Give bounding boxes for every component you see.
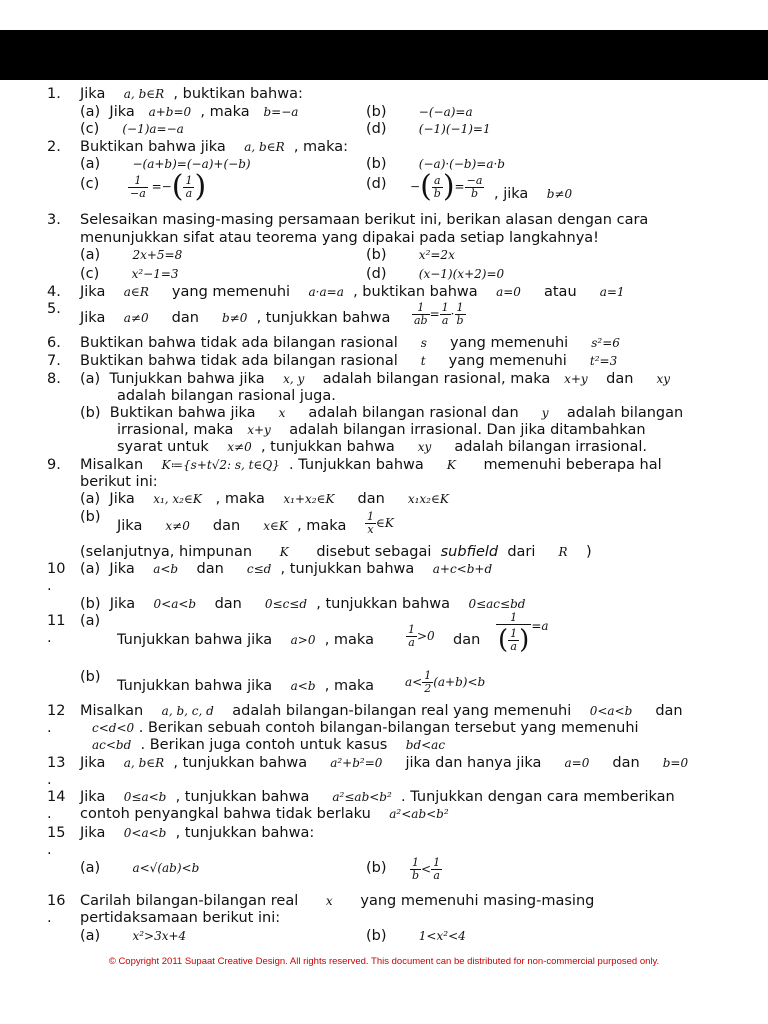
math: x₁+x₂∈K: [283, 492, 335, 506]
math: y: [541, 406, 549, 420]
math: a, b∈R: [123, 756, 165, 770]
part-label: (a): [80, 156, 101, 172]
text: Buktikan bahwa jika: [109, 405, 256, 421]
math: x²=2x: [418, 248, 455, 262]
math: a, b∈R: [123, 87, 165, 101]
problem-14: [47, 789, 65, 806]
fraction: $\frac{1}{a}$: [433, 856, 441, 882]
math: K: [279, 545, 289, 559]
problem-12-dot: .: [47, 720, 52, 736]
part-label: (a): [80, 104, 101, 120]
text: . Tunjukkan bahwa: [289, 457, 424, 473]
header-bar: [0, 30, 768, 80]
part-label: (d): [366, 266, 387, 282]
text: yang memenuhi masing-masing: [360, 893, 595, 909]
text: syarat untuk: [117, 439, 209, 455]
problem-1-stem: [80, 86, 303, 103]
problem-7: [47, 353, 61, 370]
problem-1d: [366, 121, 491, 138]
problem-9-note: [80, 544, 592, 561]
part-label: (b): [366, 156, 387, 172]
copyright-footer: © Copyright 2011 Supaat Creative Design. All rights reserved. This document can be distributed for non-commercial purposed only.: [108, 956, 660, 967]
text: adalah bilangan rasional, maka: [322, 371, 551, 387]
math: K≔{s+t√2: s, t∈Q}: [161, 458, 280, 472]
problem-12: [47, 703, 65, 720]
math: bd<ac: [405, 738, 446, 752]
math: b≠0: [222, 311, 248, 325]
text: Tunjukkan bahwa jika: [117, 632, 273, 648]
text: yang memenuhi: [171, 284, 291, 300]
problem-1b: [366, 104, 473, 121]
text: adalah bilangan: [566, 405, 684, 421]
math: a·a=a: [308, 285, 344, 299]
problem-8a: [80, 371, 670, 388]
text: Jika: [80, 284, 106, 300]
text: yang memenuhi: [450, 335, 569, 351]
problem-15b-expr: $\frac{1}{b}$ < $\frac{1}{a}$: [412, 856, 441, 882]
problem-4: [47, 284, 61, 301]
text: jika dan hanya jika: [405, 755, 542, 771]
part-label: (a): [80, 561, 101, 577]
math: t: [420, 354, 426, 368]
math: 0<a<b: [153, 597, 197, 611]
math: 0≤c≤d: [264, 597, 308, 611]
text: Jika: [80, 86, 106, 102]
problem-11: [47, 613, 65, 630]
math: a<√(ab)<b: [132, 861, 200, 875]
problem-number: 15: [47, 825, 66, 841]
problem-8b: [80, 405, 683, 422]
problem-5: [47, 301, 61, 318]
text: Jika: [80, 789, 106, 805]
math: a, b∈R: [244, 140, 285, 154]
text: , tunjukkan bahwa:: [175, 825, 315, 841]
problem-15-dot: .: [47, 842, 52, 858]
math: xy: [656, 372, 671, 386]
math: (x−1)(x+2)=0: [418, 267, 505, 281]
text: , maka: [297, 518, 347, 534]
math: a+b=0: [148, 105, 192, 119]
problem-2: [47, 139, 61, 156]
text: . Berikan juga contoh untuk kasus: [140, 737, 388, 753]
problem-9b-expr: $\frac{1}{x}$ ∈K: [367, 510, 394, 536]
problem-11b: [117, 678, 374, 695]
problem-3-line2: menunjukkan sifat atau teorema yang dipakai pada setiap langkahnya!: [80, 230, 599, 246]
problem-9a: [80, 491, 449, 508]
text: (selanjutnya, himpunan: [80, 544, 253, 560]
math: 1<x²<4: [418, 929, 466, 943]
problem-11b-expr: a< $\frac{1}{2}$ (a+b)<b: [405, 669, 486, 695]
text: memenuhi beberapa hal: [483, 457, 662, 473]
math: x²−1=3: [131, 267, 179, 281]
text: dan: [196, 561, 224, 577]
text: irrasional, maka: [117, 422, 234, 438]
problem-10-dot: .: [47, 578, 52, 594]
math: a²<ab<b²: [389, 807, 449, 821]
problem-15: [47, 825, 65, 842]
math: −(−a)=a: [418, 105, 473, 119]
problem-11a-and: dan: [453, 632, 481, 648]
text: dan: [612, 755, 640, 771]
text: dan: [214, 596, 242, 612]
problem-number: 7.: [47, 353, 61, 369]
math: =−: [151, 179, 172, 194]
problem-9-stem: [80, 457, 662, 474]
math: x≠0: [227, 440, 252, 454]
problem-number: 8.: [47, 371, 61, 387]
text: , tunjukkan bahwa: [316, 596, 451, 612]
part-label: (b): [366, 247, 387, 263]
part-label: (b): [366, 860, 387, 876]
text: dan: [212, 518, 241, 534]
math: a>0: [290, 633, 316, 647]
part-label: (b): [80, 509, 101, 525]
text: , maka: [215, 491, 265, 507]
problem-2b: [366, 156, 505, 173]
math: s: [420, 336, 427, 350]
part-label: (c): [80, 176, 100, 192]
math: b≠0: [546, 187, 573, 201]
math: x+y: [564, 372, 588, 386]
math: c≤d: [246, 562, 272, 576]
text: dan: [171, 310, 199, 326]
fraction: $\frac{1}{b}$: [412, 856, 420, 882]
text: , maka: [324, 678, 375, 694]
text: , tunjukkan bahwa: [280, 561, 415, 577]
math: t²=3: [589, 354, 618, 368]
problem-7-stem: [80, 353, 617, 370]
problem-number: 6.: [47, 335, 61, 351]
problem-number: 12: [47, 703, 66, 719]
problem-12-line3: [92, 737, 445, 754]
problem-3c: [80, 266, 179, 283]
text: atau: [543, 284, 577, 300]
text: adalah bilangan irrasional.: [454, 439, 648, 455]
math: a=0: [496, 285, 521, 299]
part-label: (b): [80, 405, 101, 421]
fraction: $\frac{1}{-a}$: [130, 173, 146, 200]
math: a²+b²=0: [330, 756, 383, 770]
problem-3b: [366, 247, 455, 264]
text: , tunjukkan bahwa: [173, 755, 308, 771]
text: dari: [507, 544, 536, 560]
math: a<b: [153, 562, 179, 576]
problem-12-line2: [92, 720, 639, 737]
text: , jika: [494, 186, 529, 202]
problem-3d: [366, 266, 504, 283]
part-label: (a): [80, 371, 101, 387]
problem-16-stem: [80, 893, 594, 910]
text: , maka: [324, 632, 374, 648]
problem-8a-line2: adalah bilangan rasional juga.: [117, 388, 336, 404]
part-label: (b): [80, 669, 101, 685]
text: ): [585, 544, 592, 560]
math: a≠0: [123, 311, 149, 325]
part-label: (a): [80, 247, 101, 263]
part-label: (d): [366, 121, 387, 137]
problem-14-line2: [80, 806, 449, 823]
part-label: (a): [80, 491, 101, 507]
problem-3a: [80, 247, 182, 264]
part-label: (a): [80, 928, 101, 944]
math: 2x+5=8: [132, 248, 183, 262]
problem-1a: [80, 104, 298, 121]
fraction: $\frac{-a}{b}$: [466, 173, 483, 200]
problem-13-stem: [80, 755, 688, 772]
text: Tunjukkan bahwa jika: [117, 678, 273, 694]
text: disebut sebagai: [316, 544, 432, 560]
problem-15-stem: [80, 825, 314, 842]
text: dan: [655, 703, 683, 719]
text: dan: [606, 371, 634, 387]
problem-number: 5.: [47, 301, 61, 317]
math: x₁x₂∈K: [407, 492, 449, 506]
math: x: [278, 406, 286, 420]
problem-4-stem: [80, 284, 625, 301]
text: adalah bilangan rasional dan: [308, 405, 519, 421]
fraction: $\frac{1}{2}$: [424, 669, 432, 695]
part-label: (a): [80, 860, 101, 876]
fraction: $\frac{1}{ab}$: [414, 301, 428, 327]
math: 0≤ac≤bd: [468, 597, 526, 611]
problem-1: [47, 86, 61, 103]
text: Buktikan bahwa tidak ada bilangan rasional: [80, 353, 398, 369]
problem-number: 14: [47, 789, 66, 805]
problem-14-dot: .: [47, 806, 52, 822]
text: Jika: [109, 596, 136, 612]
text: contoh penyangkal bahwa tidak berlaku: [80, 806, 371, 822]
problem-11a-label: [80, 613, 100, 630]
math: x₁, x₂∈K: [153, 492, 202, 506]
text: , tunjukkan bahwa: [256, 310, 391, 326]
problem-2d-expr: −( $\frac{a}{b}$ )= $\frac{-a}{b}$: [410, 169, 483, 204]
problem-5-expr: $\frac{1}{ab}$ = $\frac{1}{a}$ · $\frac{1}{b}$: [414, 301, 464, 327]
math: b=0: [662, 756, 689, 770]
problem-9b-label: [80, 509, 101, 526]
problem-6-stem: [80, 335, 620, 352]
text: Buktikan bahwa jika: [80, 139, 226, 155]
problem-15a: [80, 860, 199, 877]
problem-16a: [80, 928, 186, 945]
text: Tunjukkan bahwa jika: [109, 371, 265, 387]
math: a=0: [564, 756, 590, 770]
problem-8b-line3: [117, 439, 647, 456]
math: R: [558, 545, 568, 559]
text: yang memenuhi: [448, 353, 567, 369]
problem-2d-cond: [494, 186, 572, 203]
math: a<b: [290, 679, 316, 693]
problem-number: 4.: [47, 284, 61, 300]
text: Buktikan bahwa tidak ada bilangan rasional: [80, 335, 398, 351]
problem-14-stem: [80, 789, 675, 806]
math: a²≤ab<b²: [332, 790, 392, 804]
problem-number: 3.: [47, 212, 61, 228]
text: Misalkan: [80, 703, 144, 719]
problem-10a: [80, 561, 492, 578]
text: , tunjukkan bahwa: [260, 439, 395, 455]
problem-5-stem: [80, 310, 390, 327]
problem-3-line1: Selesaikan masing-masing persamaan berikut ini, berikan alasan dengan cara: [80, 212, 649, 228]
text: Jika: [109, 561, 135, 577]
problem-11a: [117, 632, 374, 649]
text: adalah bilangan-bilangan real yang memenuhi: [232, 703, 572, 719]
part-label: (c): [80, 121, 100, 137]
text: Jika: [117, 518, 143, 534]
problem-10: [47, 561, 65, 578]
problem-number: 9.: [47, 457, 61, 473]
problem-1c: [80, 121, 184, 138]
problem-16-line2: pertidaksamaan berikut ini:: [80, 910, 281, 926]
problem-13: [47, 755, 65, 772]
math: (−1)a=−a: [122, 122, 184, 136]
text: Jika: [80, 310, 106, 326]
fraction: 1 ( $\frac{1}{a}$ ): [498, 611, 530, 655]
text: , tunjukkan bahwa: [175, 789, 310, 805]
problem-16: [47, 893, 65, 910]
math: a, b, c, d: [161, 704, 214, 718]
text: Misalkan: [80, 457, 144, 473]
part-label: (b): [366, 928, 387, 944]
problem-11-dot: .: [47, 630, 52, 646]
problem-8b-line2: [117, 422, 646, 439]
part-label: (c): [80, 266, 100, 282]
problem-9b: [117, 518, 356, 535]
part-label: (a): [80, 613, 101, 629]
problem-2a: [80, 156, 251, 173]
text: Carilah bilangan-bilangan real: [80, 893, 299, 909]
problem-2d: [366, 176, 387, 193]
math: x²>3x+4: [132, 929, 187, 943]
math: 0≤a<b: [123, 790, 167, 804]
math: (−1)(−1)=1: [418, 122, 491, 136]
text: , maka: [200, 104, 250, 120]
problem-number: 10: [47, 561, 66, 577]
problem-12-stem: [80, 703, 683, 720]
problem-number: 13: [47, 755, 66, 771]
problem-9: [47, 457, 61, 474]
part-label: (b): [366, 104, 387, 120]
problem-16b: [366, 928, 466, 945]
math: s²=6: [591, 336, 620, 350]
problem-number: 1.: [47, 86, 61, 102]
text: . Tunjukkan dengan cara memberikan: [401, 789, 675, 805]
problem-2-stem: [80, 139, 348, 156]
math: x∈K: [263, 519, 288, 533]
text: , maka:: [293, 139, 348, 155]
problem-9-line2: berikut ini:: [80, 474, 158, 490]
text: Jika: [80, 825, 106, 841]
text: Jika: [80, 755, 106, 771]
problem-number: 11: [47, 613, 66, 629]
part-label: (b): [80, 596, 101, 612]
math: 0<a<b: [123, 826, 167, 840]
math: a=1: [599, 285, 625, 299]
text: , buktikan bahwa: [353, 284, 478, 300]
math: −(a+b)=(−a)+(−b): [132, 157, 251, 171]
problem-11b-label: [80, 669, 101, 686]
math: K: [446, 458, 456, 472]
text: . Berikan sebuah contoh bilangan-bilangan tersebut yang memenuhi: [138, 720, 639, 736]
text: adalah bilangan irrasional. Dan jika ditambahkan: [289, 422, 646, 438]
text: Jika: [109, 104, 135, 120]
math: a∈R: [123, 285, 149, 299]
fraction: $\frac{1}{b}$: [456, 301, 464, 327]
math: x: [325, 894, 333, 908]
math: ac<bd: [92, 738, 132, 752]
problem-11a-expr2: 1 ( $\frac{1}{a}$ ) =a: [498, 611, 549, 655]
problem-8: [47, 371, 61, 388]
problem-2c: [80, 176, 99, 193]
problem-11a-expr1: $\frac{1}{a}$ >0: [408, 623, 435, 649]
fraction: $\frac{a}{b}$: [433, 173, 441, 200]
problem-6: [47, 335, 61, 352]
math: c<d<0: [92, 721, 135, 735]
problem-number: 16: [47, 893, 66, 909]
math: x+y: [247, 423, 271, 437]
problem-16-dot: .: [47, 910, 52, 926]
math: a+c<b+d: [432, 562, 493, 576]
text: dan: [357, 491, 385, 507]
math: b=−a: [263, 105, 299, 119]
problem-13-dot: .: [47, 772, 52, 788]
text: , buktikan bahwa:: [173, 86, 303, 102]
fraction: $\frac{1}{x}$: [367, 510, 374, 536]
part-label: (d): [366, 176, 387, 192]
text: Jika: [109, 491, 135, 507]
math: 0<a<b: [589, 704, 633, 718]
problem-2c-expr: $\frac{1}{-a}$ =−( $\frac{1}{a}$ ): [130, 169, 207, 204]
math: x≠0: [165, 519, 190, 533]
fraction: $\frac{1}{a}$: [408, 623, 415, 649]
problem-number: 2.: [47, 139, 61, 155]
math: (−a)·(−b)=a·b: [418, 157, 505, 171]
problem-3: [47, 212, 61, 229]
text: subfield: [440, 544, 499, 560]
fraction: $\frac{1}{a}$: [185, 173, 193, 200]
fraction: $\frac{1}{a}$: [441, 301, 449, 327]
math: xy: [417, 440, 432, 454]
problem-15b: [366, 860, 387, 877]
math: x, y: [283, 372, 305, 386]
problem-10b: [80, 596, 525, 613]
